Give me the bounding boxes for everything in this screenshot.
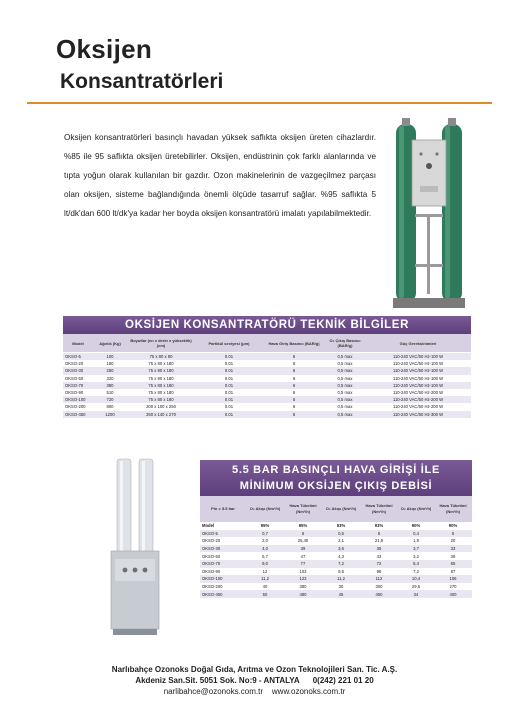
table-cell: 0,5 max bbox=[325, 411, 365, 418]
col-header-model: Model bbox=[63, 334, 93, 353]
table-cell: 0.01 bbox=[195, 389, 263, 396]
model-label: Model bbox=[200, 522, 246, 530]
footer-company-name: Narlıbahçe Ozonoks Doğal Gıda, Arıtma ve Ozon Teknolojileri San. Tic. A.Ş. bbox=[111, 665, 398, 674]
table-row bbox=[63, 411, 471, 418]
model-cell: OKSO-200 bbox=[63, 403, 93, 410]
table-cell: 75 x 80 x 180 bbox=[127, 389, 195, 396]
flow-rate-table bbox=[200, 496, 472, 598]
table-cell: 250 x 140 x 270 bbox=[127, 411, 195, 418]
table-cell: 6 bbox=[263, 389, 325, 396]
table-cell: 0.01 bbox=[195, 382, 263, 389]
table-cell: 0,5 max bbox=[325, 375, 365, 382]
table-cell: 6 bbox=[263, 403, 325, 410]
table-cell: 72 bbox=[360, 560, 398, 568]
col-header-power: Güç Gereksinimleri bbox=[365, 334, 471, 353]
col-header-air-consumption-90: Hava Tüketimi (Nm³/h) bbox=[434, 496, 472, 522]
table-cell: 11,2 bbox=[246, 575, 284, 583]
table-cell: 6 bbox=[263, 360, 325, 367]
table-cell: 39 bbox=[284, 545, 322, 553]
footer-address-phone: Akdeniz San.Sit. 5051 Sok. No:9 - ANTALYA 0(242) 221 01 20 bbox=[135, 676, 374, 685]
purity-cell: 93% bbox=[322, 522, 360, 530]
purity-cell: 90% bbox=[434, 522, 472, 530]
col-header-o2-flow-90: O₂ Akışı (Nm³/h) bbox=[398, 496, 434, 522]
table-cell: 9,0 bbox=[246, 560, 284, 568]
table-cell: 2,1 bbox=[322, 537, 360, 545]
table-cell: 800 bbox=[93, 403, 127, 410]
model-cell: OKSO-30 bbox=[63, 367, 93, 374]
model-cell: OKSO-100 bbox=[200, 575, 246, 583]
model-cell: OKSO-450 bbox=[200, 590, 246, 598]
table-cell: 110-240 VAC/50 Hz-100 W bbox=[365, 367, 471, 374]
table-cell: 250 bbox=[93, 367, 127, 374]
col-header-air-consumption-93: Hava Tüketimi (Nm³/h) bbox=[360, 496, 398, 522]
table-row bbox=[63, 367, 471, 374]
table-cell: 380 bbox=[284, 583, 322, 591]
pin-label: Pin = 5.5 bar bbox=[200, 496, 246, 522]
table-cell: 47 bbox=[284, 552, 322, 560]
table-cell: 6 bbox=[263, 375, 325, 382]
page-title: Oksijen bbox=[56, 34, 153, 64]
table-cell: 6 bbox=[263, 382, 325, 389]
table-cell: 320 bbox=[93, 375, 127, 382]
table-cell: 20 bbox=[434, 537, 472, 545]
table-cell: 5 bbox=[434, 530, 472, 538]
col-header-air-consumption-95: Hava Tüketimi (Nm³/h) bbox=[284, 496, 322, 522]
table-row bbox=[200, 583, 472, 591]
flow-table-title-line2: MİNİMUM OKSİJEN ÇIKIŞ DEBİSİ bbox=[239, 480, 433, 492]
table-cell: 110-240 VAC/50 Hz-200 W bbox=[365, 389, 471, 396]
table-cell: 0,4 bbox=[398, 530, 434, 538]
table-cell: 6 bbox=[263, 367, 325, 374]
table-cell: 180 bbox=[93, 360, 127, 367]
model-cell: OKSO-20 bbox=[200, 537, 246, 545]
table-cell: 0,5 max bbox=[325, 396, 365, 403]
model-cell: OKSO-5 bbox=[63, 353, 93, 361]
table-cell: 0,5 max bbox=[325, 360, 365, 367]
table-cell: 450 bbox=[360, 590, 398, 598]
table-row bbox=[200, 568, 472, 576]
col-header-dimensions: Boyutlar (en x derin x yükseklik) (cm) bbox=[127, 334, 195, 353]
table-cell: 45 bbox=[322, 590, 360, 598]
table-cell: 110-240 VAC/50 Hz-100 W bbox=[365, 360, 471, 367]
table-cell: 7,2 bbox=[322, 560, 360, 568]
purity-cell: 95% bbox=[284, 522, 322, 530]
col-header-weight: Ağırlık (Kg) bbox=[93, 334, 127, 353]
table-row bbox=[63, 389, 471, 396]
tech-table-title: OKSİJEN KONSANTRATÖRÜ TEKNİK BİLGİLER bbox=[63, 316, 471, 334]
flow-table-title-line1: 5.5 BAR BASINÇLI HAVA GİRİŞİ İLE bbox=[232, 464, 440, 476]
table-cell: 110-240 VAC/50 Hz-100 W bbox=[365, 382, 471, 389]
table-cell: 0.01 bbox=[195, 411, 263, 418]
table-cell: 10,4 bbox=[398, 575, 434, 583]
table-cell: 270 bbox=[434, 583, 472, 591]
col-header-o2-flow-95: O₂ Akışı (Nm³/h) bbox=[246, 496, 284, 522]
table-row bbox=[63, 360, 471, 367]
table-cell: 34 bbox=[398, 590, 434, 598]
table-row bbox=[200, 590, 472, 598]
table-cell: 9,5 bbox=[322, 568, 360, 576]
table-cell: 21,9 bbox=[360, 537, 398, 545]
table-cell: 400 bbox=[434, 590, 472, 598]
model-cell: OKSO-200 bbox=[200, 583, 246, 591]
table-cell: 0.01 bbox=[195, 375, 263, 382]
table-cell: 65 bbox=[434, 560, 472, 568]
table-row bbox=[63, 403, 471, 410]
col-header-particle: Partikül seviyesi (µm) bbox=[195, 334, 263, 353]
table-row bbox=[63, 382, 471, 389]
model-cell: OKSO-90 bbox=[63, 389, 93, 396]
table-cell: 12 bbox=[246, 568, 284, 576]
model-cell: OKSO-30 bbox=[200, 545, 246, 553]
table-cell: 300 bbox=[360, 583, 398, 591]
table-cell: 106 bbox=[434, 575, 472, 583]
table-cell: 0.01 bbox=[195, 360, 263, 367]
table-cell: 0,7 bbox=[246, 530, 284, 538]
page-subtitle: Konsantratörleri bbox=[60, 70, 224, 93]
flow-table-header-row bbox=[200, 496, 472, 522]
table-cell: 510 bbox=[93, 389, 127, 396]
tech-table-header-row bbox=[63, 334, 471, 353]
table-cell: 6,4 bbox=[398, 560, 434, 568]
table-cell: 30 bbox=[322, 583, 360, 591]
table-cell: 110-240 VAC/50 Hz-200 W bbox=[365, 396, 471, 403]
table-row bbox=[200, 560, 472, 568]
column-concentrator-photo bbox=[103, 455, 167, 639]
table-cell: 3,7 bbox=[398, 545, 434, 553]
table-cell: 25,40 bbox=[284, 537, 322, 545]
col-header-o2-outlet-pressure: O₂ Çıkış Basıncı (BAR/g) bbox=[325, 334, 365, 353]
table-cell: 75 x 80 x 180 bbox=[127, 382, 195, 389]
table-cell: 7,2 bbox=[398, 568, 434, 576]
table-cell: 2,0 bbox=[246, 537, 284, 545]
model-cell: OKSO-450 bbox=[63, 411, 93, 418]
table-cell: 0.01 bbox=[195, 367, 263, 374]
model-cell: OKSO-70 bbox=[200, 560, 246, 568]
table-cell: 200 x 100 x 250 bbox=[127, 403, 195, 410]
table-cell: 5 bbox=[360, 530, 398, 538]
table-cell: 4,3 bbox=[322, 552, 360, 560]
concentrator-photo bbox=[393, 114, 465, 310]
table-row bbox=[200, 530, 472, 538]
table-cell: 35 bbox=[360, 545, 398, 553]
table-row bbox=[63, 396, 471, 403]
model-cell: OKSO-70 bbox=[63, 382, 93, 389]
table-cell: 0,5 max bbox=[325, 389, 365, 396]
table-cell: 0.01 bbox=[195, 403, 263, 410]
model-cell: OKSO-50 bbox=[63, 375, 93, 382]
flow-table-title bbox=[200, 460, 472, 496]
table-cell: 6 bbox=[284, 530, 322, 538]
table-cell: 110-240 VAC/50 Hz-300 W bbox=[365, 411, 471, 418]
table-cell: 0,5 max bbox=[325, 403, 365, 410]
model-cell: OKSO-5 bbox=[200, 530, 246, 538]
table-cell: 75 x 80 x 80 bbox=[127, 353, 195, 361]
title-divider bbox=[27, 102, 492, 104]
table-row bbox=[200, 537, 472, 545]
table-cell: 103 bbox=[284, 568, 322, 576]
table-cell: 50 bbox=[246, 590, 284, 598]
table-cell: 0,5 bbox=[322, 530, 360, 538]
table-cell: 77 bbox=[284, 560, 322, 568]
model-cell: OKSO-90 bbox=[200, 568, 246, 576]
table-cell: 0.01 bbox=[195, 353, 263, 361]
table-cell: 6 bbox=[263, 396, 325, 403]
table-cell: 75 x 80 x 180 bbox=[127, 367, 195, 374]
purity-cell: 90% bbox=[398, 522, 434, 530]
purity-row bbox=[200, 522, 472, 530]
table-row bbox=[63, 353, 471, 361]
table-cell: 3,6 bbox=[322, 545, 360, 553]
table-cell: 112 bbox=[360, 575, 398, 583]
table-cell: 480 bbox=[284, 590, 322, 598]
table-cell: 0.01 bbox=[195, 396, 263, 403]
table-row bbox=[63, 375, 471, 382]
purity-cell: 93% bbox=[360, 522, 398, 530]
table-cell: 380 bbox=[93, 382, 127, 389]
model-cell: OKSO-100 bbox=[63, 396, 93, 403]
table-cell: 100 bbox=[93, 353, 127, 361]
table-cell: 0,5 max bbox=[325, 353, 365, 361]
footer-email-web: narlibahce@ozonoks.com.tr www.ozonoks.com.tr bbox=[163, 687, 346, 696]
model-cell: OKSO-50 bbox=[200, 552, 246, 560]
company-footer bbox=[0, 664, 509, 697]
col-header-o2-flow-93: O₂ Akışı (Nm³/h) bbox=[322, 496, 360, 522]
tech-specs-table bbox=[63, 334, 471, 418]
table-cell: 110-240 VAC/50 Hz-100 W bbox=[365, 353, 471, 361]
table-cell: 110-240 VAC/50 Hz-200 W bbox=[365, 403, 471, 410]
purity-cell: 95% bbox=[246, 522, 284, 530]
table-cell: 75 x 80 x 180 bbox=[127, 375, 195, 382]
table-row bbox=[200, 575, 472, 583]
table-cell: 75 x 80 x 180 bbox=[127, 396, 195, 403]
table-cell: 3,2 bbox=[398, 552, 434, 560]
table-row bbox=[200, 545, 472, 553]
table-cell: 98 bbox=[360, 568, 398, 576]
table-cell: 1,9 bbox=[398, 537, 434, 545]
table-cell: 5,7 bbox=[246, 552, 284, 560]
table-cell: 11,2 bbox=[322, 575, 360, 583]
table-cell: 110-240 VAC/50 Hz-100 W bbox=[365, 375, 471, 382]
table-cell: 6 bbox=[263, 353, 325, 361]
table-cell: 0,5 max bbox=[325, 367, 365, 374]
table-cell: 33 bbox=[434, 545, 472, 553]
table-cell: 1200 bbox=[93, 411, 127, 418]
table-cell: 123 bbox=[284, 575, 322, 583]
table-cell: 6 bbox=[263, 411, 325, 418]
table-cell: 87 bbox=[434, 568, 472, 576]
table-cell: 29,5 bbox=[398, 583, 434, 591]
table-cell: 720 bbox=[93, 396, 127, 403]
table-cell: 43 bbox=[360, 552, 398, 560]
intro-paragraph: Oksijen konsantratörleri basınçlı havadan yüksek saflıkta oksijen üreten cihazlardır. %85 ile 95 saflıkta oksijen üretebilirler. Oksijen, endüstrinin çok farklı alanlarında ve tıpta yoğun olarak kullanılan bir gazdır. Ozon makinelerinin de vazgeçilmez parçası olan oksijen, sisteme bağlandığında önemli ölçüde tasarruf sağlar. %95 saflıkta 5 lt/dk'dan 600 lt/dk'ya kadar her boyda oksijen konsantratörü imalatı yapılabilmektedir. bbox=[64, 133, 376, 218]
table-cell: 40 bbox=[246, 583, 284, 591]
table-cell: 4,0 bbox=[246, 545, 284, 553]
model-cell: OKSO-20 bbox=[63, 360, 93, 367]
table-cell: 0,5 max bbox=[325, 382, 365, 389]
table-cell: 75 x 80 x 180 bbox=[127, 360, 195, 367]
table-row bbox=[200, 552, 472, 560]
col-header-air-inlet-pressure: Hava Giriş Basıncı (BAR/g) bbox=[263, 334, 325, 353]
table-cell: 39 bbox=[434, 552, 472, 560]
